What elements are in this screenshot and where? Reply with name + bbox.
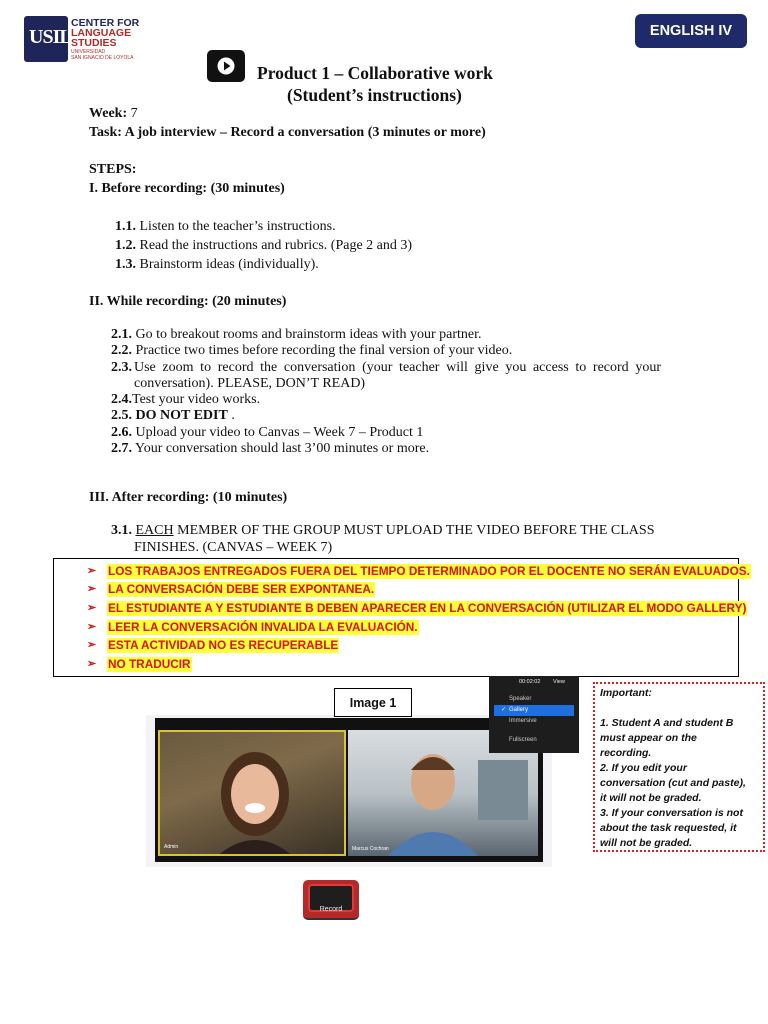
record-button[interactable] xyxy=(303,880,359,920)
step-number: 1.3. xyxy=(115,257,136,272)
image-label: Image 1 xyxy=(334,688,412,717)
important-line: will not be graded. xyxy=(600,837,693,849)
important-line: 1. Student A and student B xyxy=(600,717,734,729)
page-title: Product 1 – Collaborative work xyxy=(257,63,493,83)
step-number: 2.7. xyxy=(111,441,132,456)
alert-text: LA CONVERSACIÓN DEBE SER EXPONTANEA. xyxy=(108,582,375,596)
step-item xyxy=(111,522,654,539)
step-text: Your conversation should last 3’00 minutes or more. xyxy=(132,441,430,456)
step-text: Listen to the teacher’s instructions. xyxy=(136,219,336,234)
important-line: it will not be graded. xyxy=(600,792,702,804)
check-icon: ✓ xyxy=(501,707,507,713)
step-text-bold: DO NOT EDIT xyxy=(132,408,228,423)
step-item xyxy=(111,342,512,359)
step-item xyxy=(111,440,429,457)
alert-text: LEER LA CONVERSACIÓN INVALIDA LA EVALUACIÓN. xyxy=(108,620,418,634)
important-line: conversation (cut and paste), xyxy=(600,777,746,789)
step-text: Use zoom to record the conversation (your teacher will give you access to record your xyxy=(134,360,661,375)
logo-text xyxy=(71,18,139,48)
important-line: 2. If you edit your xyxy=(600,762,687,774)
important-line: recording. xyxy=(600,747,652,759)
step-number: 3.1. xyxy=(111,523,132,538)
step-number: 2.4. xyxy=(111,392,132,407)
step-text: MEMBER OF THE GROUP MUST UPLOAD THE VIDEO BEFORE THE CLASS xyxy=(173,523,655,538)
arrow-bullet-icon: ➢ xyxy=(87,583,97,595)
step-number: 1.1. xyxy=(115,219,136,234)
menu-item-speaker[interactable]: Speaker xyxy=(509,696,532,702)
step-item xyxy=(115,237,412,254)
participant-name: Marcus Cochran xyxy=(352,846,389,852)
important-title: Important: xyxy=(600,687,652,699)
step-text-continued: FINISHES. (CANVAS – WEEK 7) xyxy=(134,540,333,555)
record-label: Record xyxy=(319,906,343,913)
week-label: Week: xyxy=(89,106,128,121)
arrow-bullet-icon: ➢ xyxy=(87,602,97,614)
logo-subtitle xyxy=(71,50,134,61)
week-value: 7 xyxy=(127,106,138,121)
step-item xyxy=(111,391,260,408)
alert-box xyxy=(53,558,750,677)
video-call-screenshot xyxy=(155,718,543,862)
important-line: 3. If your conversation is not xyxy=(600,807,743,819)
step-text-continued: conversation). PLEASE, DON’T READ) xyxy=(134,376,366,391)
step-number: 2.2. xyxy=(111,343,132,358)
step-item xyxy=(111,424,423,441)
arrow-bullet-icon: ➢ xyxy=(87,621,97,633)
step-item xyxy=(111,359,132,376)
section3-heading: III. After recording: (10 minutes) xyxy=(89,490,288,505)
page-subtitle: (Student’s instructions) xyxy=(287,85,462,105)
step-text: Test your video works. xyxy=(132,392,261,407)
usil-logo xyxy=(24,16,144,62)
course-badge: ENGLISH IV xyxy=(635,14,747,48)
view-label: View xyxy=(553,679,565,685)
step-text: Practice two times before recording the final version of your video. xyxy=(132,343,513,358)
menu-item-immersive[interactable]: Immersive xyxy=(509,718,537,724)
important-line: must appear on the xyxy=(600,732,697,744)
step-item xyxy=(111,326,482,343)
step-item xyxy=(111,407,235,424)
timer: 00:02:02 xyxy=(519,679,541,685)
logo-sub1: UNIVERSIDAD xyxy=(71,49,106,55)
alert-text: NO TRADUCIR xyxy=(108,657,191,671)
step-number: 2.5. xyxy=(111,408,132,423)
step-item xyxy=(115,218,336,235)
important-line: about the task requested, it xyxy=(600,822,737,834)
step-number: 1.2. xyxy=(115,238,136,253)
step-number: 2.6. xyxy=(111,425,132,440)
alert-text: LOS TRABAJOS ENTREGADOS FUERA DEL TIEMPO DETERMINADO POR EL DOCENTE NO SERÁN EVALUADOS. xyxy=(108,564,750,578)
step-text: . xyxy=(227,408,235,423)
step-number: 2.1. xyxy=(111,327,132,342)
menu-item-fullscreen[interactable]: Fullscreen xyxy=(509,737,537,743)
step-text: Read the instructions and rubrics. (Page 2 and 3) xyxy=(136,238,413,253)
logo-mark: USIL xyxy=(29,26,72,48)
section2-heading: II. While recording: (20 minutes) xyxy=(89,294,287,309)
alert-text: EL ESTUDIANTE A Y ESTUDIANTE B DEBEN APARECER EN LA CONVERSACIÓN (UTILIZAR EL MODO GALLERY) xyxy=(108,601,747,615)
menu-item-gallery[interactable] xyxy=(494,705,574,716)
logo-emblem xyxy=(24,16,72,62)
play-icon xyxy=(207,50,245,82)
task-line: Task: A job interview – Record a conversation (3 minutes or more) xyxy=(89,125,486,140)
important-note xyxy=(593,682,765,852)
week-line xyxy=(89,105,138,122)
person-avatar-icon xyxy=(160,732,346,856)
participant-name: Admin xyxy=(164,844,179,850)
arrow-bullet-icon: ➢ xyxy=(87,639,97,651)
alert-text: ESTA ACTIVIDAD NO ES RECUPERABLE xyxy=(108,638,339,652)
step-item xyxy=(115,256,319,273)
steps-heading: STEPS: xyxy=(89,162,137,177)
arrow-bullet-icon: ➢ xyxy=(87,658,97,670)
step-text: Upload your video to Canvas – Week 7 – Product 1 xyxy=(132,425,424,440)
step-text: Brainstorm ideas (individually). xyxy=(136,257,319,272)
logo-line2: LANGUAGE xyxy=(71,27,132,39)
participant-tile-left xyxy=(158,730,346,856)
zoom-view-menu xyxy=(489,676,579,753)
step-text: Go to breakout rooms and brainstorm ideas with your partner. xyxy=(132,327,482,342)
arrow-bullet-icon: ➢ xyxy=(87,565,97,577)
logo-sub2: SAN IGNACIO DE LOYOLA xyxy=(71,54,134,61)
logo-line3: STUDIES xyxy=(71,37,117,49)
section1-heading: I. Before recording: (30 minutes) xyxy=(89,181,285,196)
logo-line1: CENTER FOR xyxy=(71,17,140,29)
step-text-underlined: EACH xyxy=(135,523,174,538)
step-number: 2.3. xyxy=(111,360,132,375)
menu-item-label: Gallery xyxy=(509,707,529,713)
